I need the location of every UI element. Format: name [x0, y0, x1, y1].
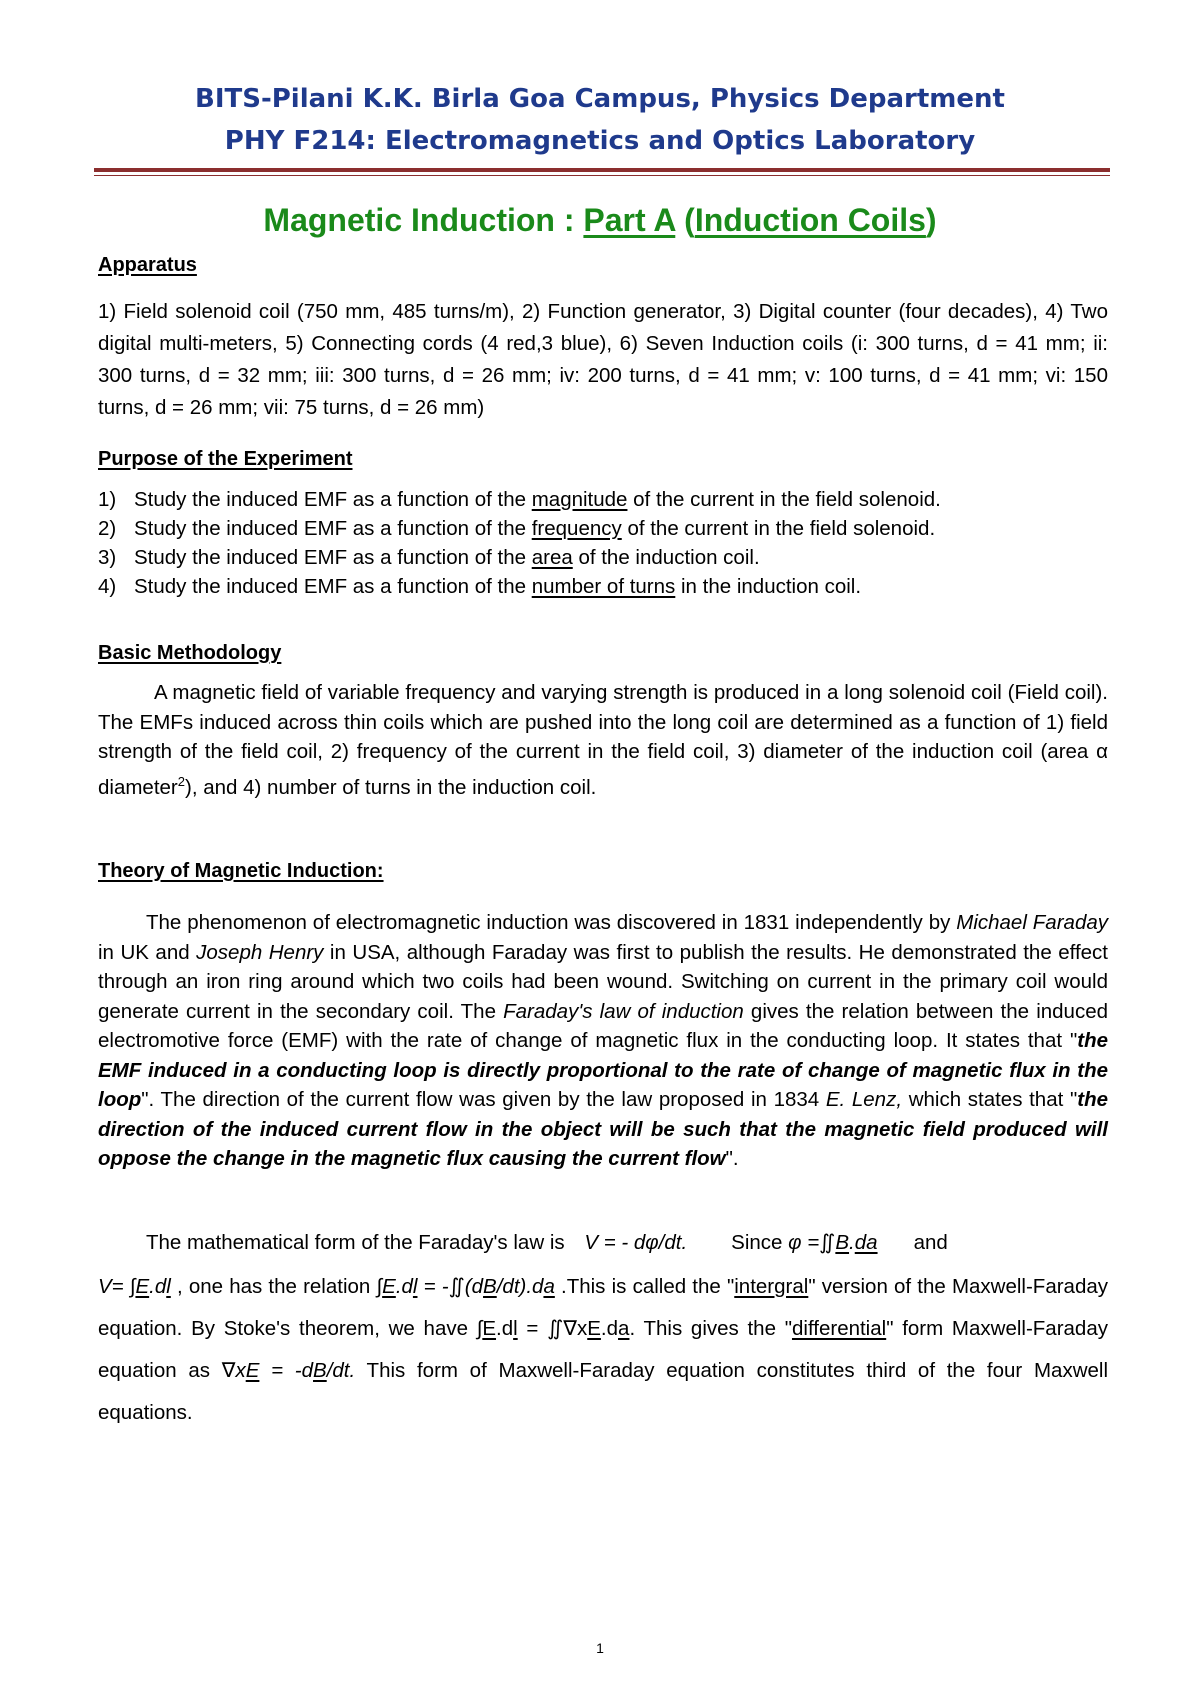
header-course: PHY F214: Electromagnetics and Optics Laboratory	[224, 126, 976, 156]
purpose-key: frequency	[531, 517, 622, 540]
header-rule-thin	[94, 175, 1110, 176]
purpose-item: 1) Study the induced EMF as a function of the magnitude of the current in the field solenoid.	[98, 488, 941, 511]
title-subtitle: Induction Coils	[694, 202, 926, 238]
purpose-item: 3) Study the induced EMF as a function of the area of the induction coil.	[98, 546, 760, 569]
purpose-item: 2) Study the induced EMF as a function of the frequency of the current in the field solenoid.	[98, 517, 936, 540]
theory-paragraph-1: The phenomenon of electromagnetic induction was discovered in 1831 independently by Michael Faraday in UK and Joseph Henry in USA, although Faraday was first to publish the results. He demonstrated the effect through an iron ring around which two coils had been wound. Switching on current in the primary coil would generate current in the secondary coil. The Faraday's law of induction gives the relation between the induced electromotive force (EMF) with the rate of change of magnetic flux in the conducting loop. It states that "the EMF induced in a conducting loop is directly proportional to the rate of change of magnetic flux in the loop". The direction of the current flow was given by the law proposed in 1834 E. Lenz, which states that "the direction of the induced current flow in the object will be such that the magnetic field produced will oppose the change in the magnetic flux causing the current flow".	[98, 911, 1109, 1170]
methodology-text: A magnetic field of variable frequency and varying strength is produced in a long solenoid coil (Field coil). The EMFs induced across thin coils which are pushed into the long coil are determined as a function of 1) field strength of the field coil, 2) frequency of the current in the field coil, 3) diameter of the induction coil (area α diameter$^2$), and 4) number of turns in the induction coil.	[98, 681, 1108, 799]
purpose-item: 4) Study the induced EMF as a function of the number of turns in the induction coil.	[98, 575, 862, 598]
purpose-key: number of turns	[531, 575, 676, 598]
faraday-law-line: The mathematical form of the Faraday's law is V = - dφ/dt. Since φ =∬B.da and	[146, 1231, 948, 1254]
methodology-heading: Basic Methodology	[98, 642, 282, 664]
purpose-key: magnitude	[531, 488, 628, 511]
apparatus-text: 1) Field solenoid coil (750 mm, 485 turns/m), 2) Function generator, 3) Digital counter (four decades), 4) Two digital multi-meters, 5) Connecting cords (4 red,3 blue), 6) Seven Induction coils (i: 300 turns, d = 41 mm; ii: 300 turns, d = 32 mm; iii: 300 turns, d = 26 mm; iv: 200 turns, d = 41 mm; v: 100 turns, d = 41 mm; vi: 150 turns, d = 26 mm; vii: 75 turns, d = 26 mm)	[98, 300, 1108, 419]
apparatus-heading: Apparatus	[98, 254, 197, 276]
header-institution: BITS-Pilani K.K. Birla Goa Campus, Physics Department	[195, 84, 1005, 114]
header-rule-thick	[94, 168, 1110, 172]
theory-heading: Theory of Magnetic Induction:	[98, 860, 384, 882]
page-number: 1	[596, 1640, 604, 1656]
title-part: Part A	[583, 202, 676, 238]
purpose-heading: Purpose of the Experiment	[98, 448, 353, 470]
page-title: Magnetic Induction : Part A (Induction Coils)	[263, 202, 937, 238]
purpose-key: area	[531, 546, 573, 569]
maxwell-faraday-text: V= ∫E.dl , one has the relation ∫E.dl = -∬(dB/dt).da .This is called the "intergral" version of the Maxwell-Faraday equation. By Stoke's theorem, we have ∫E.dl = ∬∇xE.da. This gives the "differential" form Maxwell-Faraday equation as ∇xE = -dB/dt. This form of Maxwell-Faraday equation constitutes third of the four Maxwell equations.	[98, 1275, 1109, 1424]
